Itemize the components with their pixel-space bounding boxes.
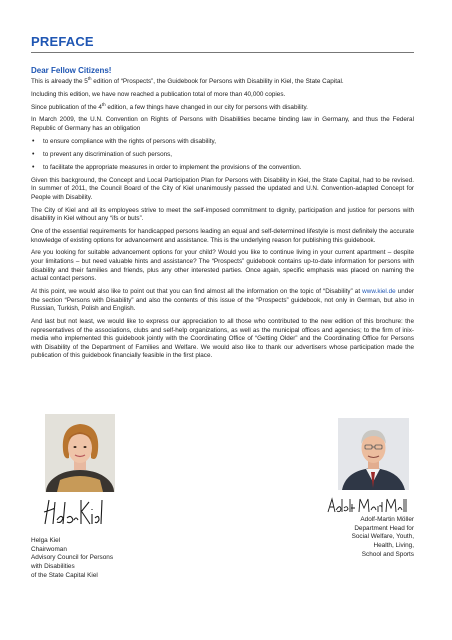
signatory-name: Adolf-Martin Möller <box>360 516 414 523</box>
title-divider <box>31 52 414 53</box>
signatory-right-caption <box>304 516 414 560</box>
website-link[interactable]: www.kiel.de <box>362 287 396 295</box>
signature-right <box>326 496 408 516</box>
obligation-list <box>31 138 414 173</box>
signatory-title: School and Sports <box>361 550 414 558</box>
portrait-man-image <box>338 418 409 490</box>
list-item: • to ensure compliance with the rights of persons with disability, <box>31 138 414 147</box>
portrait-photo-left <box>45 414 115 492</box>
portrait-photo-right <box>338 418 409 490</box>
paragraph-5: Given this background, the Concept and Local Participation Plan for Persons with Disability in Kiel, the State Capital, had to be revised. In summer of 2011, the Council Board of the City of Kiel unanimously passed the updated and U.N. Convention-adapted Concept for People with Disability. <box>31 176 414 201</box>
preface-body <box>31 75 414 365</box>
paragraph-4: In March 2009, the U.N. Convention on Rights of Persons with Disabilities became binding law in Germany, and thus the Federal Republic of Germany has an obligation <box>31 116 414 132</box>
signature-left <box>41 494 107 532</box>
page-title: PREFACE <box>31 34 94 49</box>
paragraph-10: And last but not least, we would like to express our appreciation to all those who contributed to the new edition of this brochure: the representatives of the associations, clubs and self-help organizations, as well as the municipal offices and agencies; to the firm of inix-media who implemented this guidebook jointly with the Coordinating Office of “Getting Older” and the Coordinating Office for Persons with Disability of the Department of Families and Welfare. We would also like to thank our advertisers whose participation made the publication of this guidebook financially feasible in the first place. <box>31 317 414 360</box>
paragraph-3: Since publication of the 4th edition, a few things have changed in our city for persons with disability. <box>31 101 308 111</box>
signatory-title: Social Welfare, Youth, <box>351 533 414 541</box>
signatory-title: of the State Capital Kiel <box>31 571 98 579</box>
paragraph-8: Are you looking for suitable advancement options for your child? Would you like to continue living in your current apartment – despite your limitations – but need valuable hints and assistance? The “Prospects” guidebook contains up-to-date information for persons with disability and their families and friends, plus any other interested parties. Once again, specific emphasis was placed on naming the actual contact persons. <box>31 249 414 283</box>
list-item: • to prevent any discrimination of such persons, <box>31 151 414 160</box>
signatory-name: Helga Kiel <box>31 537 61 544</box>
paragraph-6: The City of Kiel and all its employees strive to meet the self-imposed commitment to dignity, participation and justice for persons with disability in Kiel without any “ifs or buts”. <box>31 206 414 223</box>
signatory-title: Health, Living, <box>373 542 414 550</box>
paragraph-1: This is already the 5th edition of “Prospects”, the Guidebook for Persons with Disability in Kiel, the State Capital. <box>31 75 344 85</box>
greeting: Dear Fellow Citizens! <box>31 66 112 75</box>
signatory-title: Department Head for <box>354 524 414 532</box>
signatory-left-caption <box>31 537 113 581</box>
handwritten-signature-helga-kiel <box>41 494 107 532</box>
signatory-title: Advisory Council for Persons <box>31 554 114 562</box>
portrait-woman-image <box>45 414 115 492</box>
handwritten-signature-adolf-martin-moeller <box>326 496 408 516</box>
signatory-title: with Disabilities <box>31 563 75 571</box>
paragraph-9: At this point, we would also like to point out that you can find almost all the information on the topic of “Disability” at www.kiel.de under the section “Persons with Disability” and also the contents of this issue of the “Prospects” guidebook, not only in German, but also in Russian, Turkish, Polish and English. <box>31 287 414 313</box>
signatory-title: Chairwoman <box>31 545 67 553</box>
list-item: • to facilitate the appropriate measures in order to implement the provisions of the convention. <box>31 164 414 173</box>
paragraph-2: Including this edition, we have now reached a publication total of more than 40,000 copies. <box>31 90 286 98</box>
paragraph-7: One of the essential requirements for handicapped persons leading an equal and self-determined lifestyle is most definitely the accurate knowledge of existing options for advancement and assistance. This is the underlying reason for publishing this guidebook. <box>31 228 414 244</box>
